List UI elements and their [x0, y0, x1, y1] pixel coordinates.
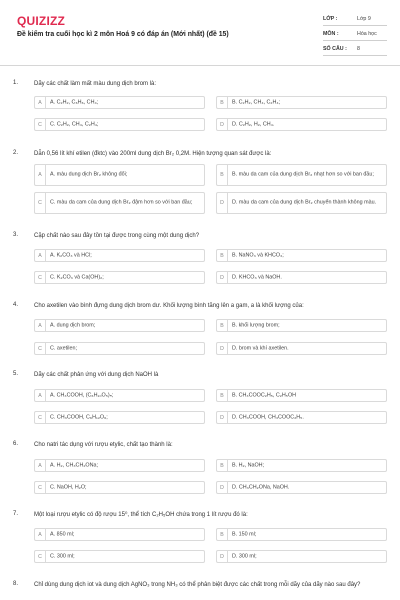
meta-label: SỐ CÂU : [323, 46, 347, 52]
option-letter: D [217, 551, 228, 562]
option-text: A. C₂H₂, C₆H₆, CH₄; [50, 99, 99, 105]
meta-value: 8 [357, 46, 360, 52]
answer-option-b[interactable] [216, 459, 387, 472]
meta-label: MÔN : [323, 31, 339, 37]
answer-option-b[interactable] [216, 528, 387, 541]
option-letter: D [217, 482, 228, 493]
option-text: D. 300 ml; [232, 553, 257, 559]
answer-option-b[interactable] [216, 164, 387, 186]
option-letter: B [217, 320, 228, 331]
question-text: Chỉ dùng dung dịch iot và dung dịch AgNO₃ trong NH₃ có thể phân biệt được các chất trong mỗi dãy của dãy nào sau đây? [34, 582, 361, 588]
option-text: A. K₂CO₃ và HCl; [50, 252, 92, 258]
page-title: Đề kiểm tra cuối học kì 2 môn Hoá 9 có đáp án (Mới nhất) (đề 15) [17, 31, 229, 38]
option-text: C. C₂H₂, CH₄, C₂H₄; [50, 121, 99, 127]
answer-option-c[interactable] [34, 481, 205, 494]
option-text: D. C₂H₂, H₂, CH₄. [232, 121, 275, 127]
option-text: D. màu da cam của dung dịch Br₂ chuyển thành không màu. [232, 199, 377, 206]
option-letter: A [35, 390, 46, 401]
answer-option-d[interactable] [216, 192, 387, 214]
question-text: Dãy các chất phản ứng với dung dịch NaOH là [34, 372, 159, 378]
question-number: 1. [13, 80, 19, 86]
page-header [0, 0, 400, 66]
option-text: C. K₂CO₃ và Ca(OH)₂; [50, 274, 104, 280]
answer-option-d[interactable] [216, 481, 387, 494]
option-letter: D [217, 412, 228, 423]
meta-value: Hóa học [357, 31, 377, 37]
option-letter: B [217, 460, 228, 471]
meta-row-class [323, 13, 387, 26]
answer-option-c[interactable] [34, 118, 205, 131]
option-text: C. CH₃COOH, C₆H₁₂O₆; [50, 414, 108, 420]
quiz-meta-info [323, 13, 387, 56]
option-text: A. H₂, CH₃CH₂ONa; [50, 462, 99, 468]
meta-label: LỚP : [323, 16, 338, 22]
option-text: C. 300 ml; [50, 553, 75, 559]
answer-option-a[interactable] [34, 249, 205, 262]
answer-option-b[interactable] [216, 96, 387, 109]
answer-option-a[interactable] [34, 96, 205, 109]
option-letter: D [217, 343, 228, 354]
meta-value: Lớp 9 [357, 16, 371, 22]
option-letter: C [35, 482, 46, 493]
question-text: Dãy các chất làm mất màu dung dịch brom là: [34, 81, 157, 87]
option-letter: B [217, 529, 228, 540]
quizizz-logo: QUIZIZZ [17, 14, 66, 28]
question-number: 6. [13, 441, 19, 447]
option-letter: D [217, 119, 228, 130]
answer-option-a[interactable] [34, 528, 205, 541]
option-text: D. brom và khí axetilen. [232, 345, 289, 351]
answer-option-c[interactable] [34, 411, 205, 424]
option-text: B. NaNO₃ và KHCO₃; [232, 252, 284, 258]
option-letter: A [35, 250, 46, 261]
answer-option-c[interactable] [34, 342, 205, 355]
answer-option-b[interactable] [216, 319, 387, 332]
question-number: 3. [13, 232, 19, 238]
option-text: B. màu da cam của dung dịch Br₂ nhạt hơn so với ban đầu; [232, 171, 374, 178]
answer-option-a[interactable] [34, 319, 205, 332]
option-text: B. CH₃COOC₂H₅, C₂H₅OH [232, 392, 297, 398]
answer-option-c[interactable] [34, 192, 205, 214]
answer-option-c[interactable] [34, 550, 205, 563]
option-letter: B [217, 97, 228, 108]
option-letter: D [217, 193, 228, 213]
option-letter: A [35, 97, 46, 108]
option-letter: B [217, 390, 228, 401]
answer-option-a[interactable] [34, 389, 205, 402]
answer-option-b[interactable] [216, 249, 387, 262]
question-text: Cặp chất nào sau đây tồn tại được trong cùng một dung dịch? [34, 233, 200, 239]
option-letter: C [35, 272, 46, 283]
option-letter: C [35, 412, 46, 423]
option-letter: B [217, 165, 228, 185]
option-letter: C [35, 119, 46, 130]
option-text: B. khối lượng brom; [232, 322, 280, 328]
answer-option-d[interactable] [216, 342, 387, 355]
question-number: 7. [13, 511, 19, 517]
question-text: Một loại rượu etylic có độ rượu 15⁰, thể tích C₂H₅OH chứa trong 1 lít rượu đó là: [34, 512, 248, 518]
option-text: C. axetilen; [50, 345, 77, 351]
option-letter: A [35, 320, 46, 331]
option-text: D. KHCO₃ và NaOH. [232, 274, 282, 280]
question-number: 5. [13, 371, 19, 377]
option-letter: C [35, 551, 46, 562]
option-text: C. màu da cam của dung dịch Br₂ đậm hơn so với ban đầu; [50, 199, 193, 206]
answer-option-b[interactable] [216, 389, 387, 402]
option-letter: D [217, 272, 228, 283]
question-text: Cho natri tác dụng với rượu etylic, chất tạo thành là: [34, 442, 173, 448]
option-text: B. C₂H₂, CH₄, C₂H₄; [232, 99, 281, 105]
option-letter: B [217, 250, 228, 261]
option-text: A. 850 ml; [50, 531, 75, 537]
answer-option-d[interactable] [216, 271, 387, 284]
answer-option-d[interactable] [216, 550, 387, 563]
question-number: 8. [13, 581, 19, 587]
question-number: 2. [13, 150, 19, 156]
option-letter: C [35, 193, 46, 213]
option-letter: A [35, 460, 46, 471]
question-text: Dẫn 0,56 lít khí etilen (đktc) vào 200ml dung dịch Br₂ 0,2M. Hiện tượng quan sát được là: [34, 151, 272, 157]
question-text: Cho axetilen vào bình đựng dung dịch brom dư. Khối lượng bình tăng lên a gam, a là khối lượng của: [34, 303, 304, 309]
option-text: D. CH₃COOH, CH₃COOC₂H₅. [232, 414, 304, 420]
option-text: D. CH₃CH₂ONa, NaOH. [232, 484, 290, 490]
option-text: A. CH₃COOH, (C₆H₁₀O₅)ₙ; [50, 392, 114, 398]
answer-option-d[interactable] [216, 118, 387, 131]
option-letter: A [35, 165, 46, 185]
option-letter: A [35, 529, 46, 540]
option-text: B. H₂, NaOH; [232, 462, 265, 468]
option-text: B. 150 ml; [232, 531, 257, 537]
meta-row-subject [323, 28, 387, 41]
meta-row-question-count [323, 43, 387, 56]
answer-option-a[interactable] [34, 459, 205, 472]
question-number: 4. [13, 302, 19, 308]
option-text: A. màu dung dịch Br₂ không đổi; [50, 171, 128, 178]
answer-option-d[interactable] [216, 411, 387, 424]
option-letter: C [35, 343, 46, 354]
answer-option-c[interactable] [34, 271, 205, 284]
option-text: A. dung dịch brom; [50, 322, 96, 328]
answer-option-a[interactable] [34, 164, 205, 186]
option-text: C. NaOH, H₂O; [50, 484, 87, 490]
